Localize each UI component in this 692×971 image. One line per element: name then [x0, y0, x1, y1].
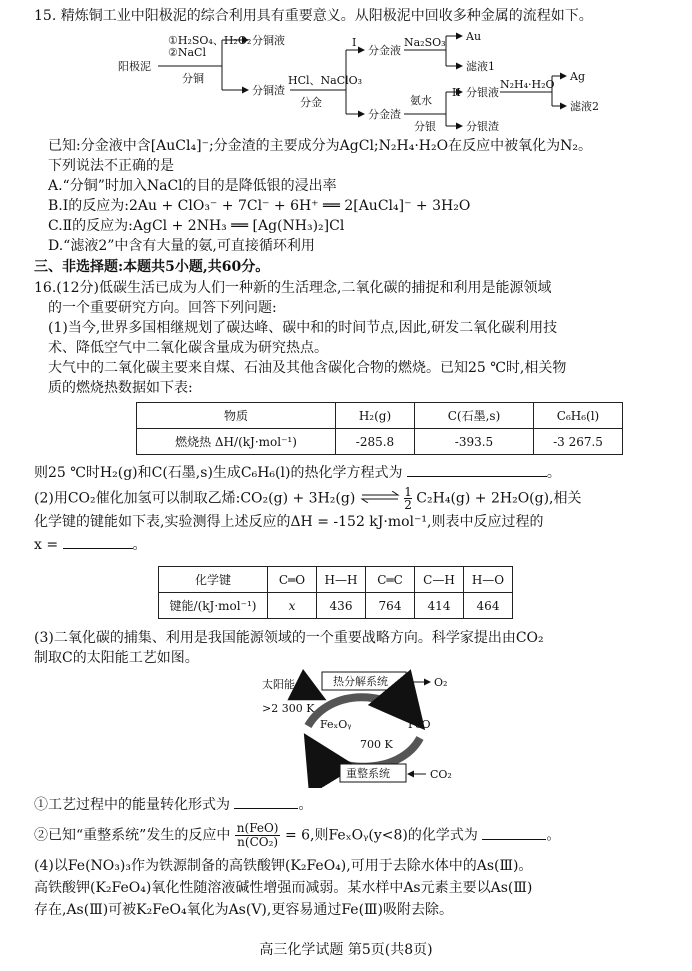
diagram-co2: CO₂ [430, 768, 452, 781]
t2-row-label: 键能/(kJ·mol⁻¹) [159, 593, 268, 619]
flow-au: Au [466, 30, 482, 43]
t1-row-label: 燃烧热 ΔH/(kJ·mol⁻¹) [137, 429, 336, 455]
q16-3-2-pre: ②已知“重整系统”发生的反应中 [34, 827, 231, 844]
q15-option-d: D.“滤液2”中含有大量的氨,可直接循环利用 [48, 238, 315, 254]
q16-3-1: ①工艺过程中的能量转化形式为 [34, 797, 230, 813]
solar-process-diagram [0, 668, 692, 788]
flow-ag-liquid: 分银液 [466, 86, 499, 99]
q16-p1-e: 则25 ℃时H₂(g)和C(石墨,s)生成C₆H₆(l)的热化学方程式为 [34, 465, 403, 481]
flow-au-residue: 分金渣 [368, 108, 401, 121]
q15-option-c: C.Ⅱ的反应为:AgCl + 2NH₃ ══ [Ag(NH₃)₂]Cl [48, 218, 345, 234]
flow-step1: 分铜 [182, 72, 204, 85]
q15-ask: 下列说法不正确的是 [48, 158, 174, 174]
ratio-denominator: n(CO₂) [237, 835, 279, 849]
q16-p2-a-post: C₂H₄(g) + 2H₂O(g),相关 [416, 490, 582, 507]
page-footer: 高三化学试题 第5页(共8页) [259, 942, 433, 958]
diagram-box-reform: 重整系统 [346, 767, 390, 780]
flow-filtrate1: 滤液1 [466, 60, 495, 73]
q16-p4-c: 存在,As(Ⅲ)可被K₂FeO₄氧化为As(Ⅴ),更容易通过Fe(Ⅲ)吸附去除。 [34, 902, 454, 918]
diagram-sun: 太阳能 [262, 678, 295, 691]
flow-reagent3: HCl、NaClO₃ [288, 74, 363, 87]
answer-blank-x[interactable] [63, 534, 133, 549]
answer-blank-3[interactable] [482, 825, 546, 840]
flow-ag: Ag [570, 70, 585, 83]
answer-blank-2[interactable] [234, 794, 298, 809]
t2-cell-cc: 764 [366, 593, 415, 619]
flow-marker2: II [452, 86, 461, 99]
q16-p3-a: (3)二氧化碳的捕集、利用是我国能源领域的一个重要战略方向。科学家提出由CO₂ [34, 630, 544, 646]
q16-p1-a: (1)当今,世界多国相继规划了碳达峰、碳中和的时间节点,因此,研发二氧化碳利用技 [48, 320, 558, 336]
flow-filtrate2: 滤液2 [570, 100, 599, 113]
t2-header-bond: 化学键 [159, 567, 268, 593]
t1-cell-h2: -285.8 [336, 429, 415, 455]
flow-step3: 分银 [414, 120, 436, 133]
t1-header-graphite: C(石墨,s) [415, 403, 534, 429]
t1-cell-graphite: -393.5 [415, 429, 534, 455]
q16-p3-b: 制取C的太阳能工艺如图。 [34, 650, 199, 666]
diagram-temp-high: >2 300 K [262, 702, 315, 715]
t2-header-ch: C—H [415, 567, 464, 593]
q16-p2-c: x = [34, 537, 59, 553]
diagram-temp-low: 700 K [360, 738, 393, 751]
t1-header-benzene: C₆H₆(l) [534, 403, 623, 429]
q16-p4-b: 高铁酸钾(K₂FeO₄)氧化性随溶液碱性增强而减弱。某水样中As元素主要以As(Ⅲ) [34, 880, 533, 896]
q16-p2-a-pre: (2)用CO₂催化加氢可以制取乙烯:CO₂(g) + 3H₂(g) [34, 490, 356, 507]
t2-header-cc: C═C [366, 567, 415, 593]
q16-p1-c: 大气中的二氧化碳主要来自煤、石油及其他含碳化合物的燃烧。已知25 ℃时,相关物 [48, 360, 567, 376]
q16-p2-line [34, 486, 582, 511]
q16-p4-a: (4)以Fe(NO₃)₃作为铁源制备的高铁酸钾(K₂FeO₄),可用于去除水体中的As(Ⅲ)。 [34, 858, 533, 874]
t1-header-h2: H₂(g) [336, 403, 415, 429]
flow-reagent2: ②NaCl [168, 46, 206, 59]
t2-cell-ho: 464 [464, 593, 513, 619]
q15-flowchart [0, 26, 692, 134]
q15-option-b: B.Ⅰ的反应为:2Au + ClO₃⁻ + 7Cl⁻ + 6H⁺ ══ 2[AuCl₄]⁻ + 3H₂O [48, 198, 471, 214]
q16-p1-b: 术、降低空气中二氧化碳含量成为研究热点。 [48, 340, 328, 356]
q15-option-a: A.“分铜”时加入NaCl的目的是降低银的浸出率 [48, 178, 337, 194]
ratio-numerator: n(FeO) [236, 821, 279, 835]
section-3-heading: 三、非选择题:本题共5小题,共60分。 [34, 259, 270, 275]
q16-p1-d: 质的燃烧热数据如下表: [48, 380, 193, 396]
diagram-fexoy: FeₓOᵧ [320, 718, 352, 731]
q15-stem: 15. 精炼铜工业中阳极泥的综合利用具有重要意义。从阳极泥中回收多种金属的流程如下。 [34, 8, 593, 24]
flow-start: 阳极泥 [118, 60, 151, 73]
combustion-heat-table [136, 402, 623, 455]
flow-reagent5: 氨水 [410, 94, 432, 107]
flow-reagent6: N₂H₄·H₂O [500, 78, 555, 91]
q15-known: 已知:分金液中含[AuCl₄]⁻;分金渣的主要成分为AgCl;N₂H₄·H₂O在反应中被氧化为N₂。 [48, 138, 592, 154]
flow-cu-liquid: 分铜液 [252, 34, 285, 47]
t2-cell-ch: 414 [415, 593, 464, 619]
flow-reagent4: Na₂SO₃ [404, 36, 446, 49]
equilibrium-arrow-icon [360, 489, 400, 509]
flow-cu-residue: 分铜渣 [252, 84, 285, 97]
q16-3-2-line: ②已知“重整系统”发生的反应中 n(FeO) n(CO₂) = 6,则FeₓOᵧ(y<8)的化学式为 。 [34, 821, 561, 849]
diagram-c: C [316, 768, 325, 781]
t1-header-substance: 物质 [137, 403, 336, 429]
diagram-box-thermal: 热分解系统 [333, 675, 388, 688]
t2-header-ho: H—O [464, 567, 513, 593]
t2-header-co: C═O [268, 567, 317, 593]
q16-3-2-post: = 6,则FeₓOᵧ(y<8)的化学式为 [284, 827, 478, 844]
flow-marker1: I [352, 36, 357, 49]
q16-stem-2: 的一个重要研究方向。回答下列问题: [48, 300, 277, 316]
t2-cell-co: x [268, 593, 317, 619]
diagram-o2: O₂ [434, 676, 448, 689]
t2-header-hh: H—H [317, 567, 366, 593]
t2-cell-hh: 436 [317, 593, 366, 619]
q16-p2-b: 化学键的键能如下表,实验测得上述反应的ΔH = -152 kJ·mol⁻¹,则表中反应过程的 [34, 514, 544, 530]
flow-ag-residue: 分银渣 [466, 120, 499, 133]
diagram-feo: FeO [408, 718, 431, 731]
answer-blank-1[interactable] [407, 462, 547, 477]
q16-stem-1: 16.(12分)低碳生活已成为人们一种新的生活理念,二氧化碳的捕捉和利用是能源领域 [34, 280, 552, 296]
bond-energy-table [158, 566, 513, 619]
fraction-numerator: 1 [404, 485, 412, 499]
t1-cell-benzene: -3 267.5 [534, 429, 623, 455]
flow-au-liquid: 分金液 [368, 44, 401, 57]
flow-step2: 分金 [300, 96, 322, 109]
fraction-denominator: 2 [404, 498, 412, 512]
flow-reagent1: ①H₂SO₄、H₂O₂ [168, 34, 252, 47]
